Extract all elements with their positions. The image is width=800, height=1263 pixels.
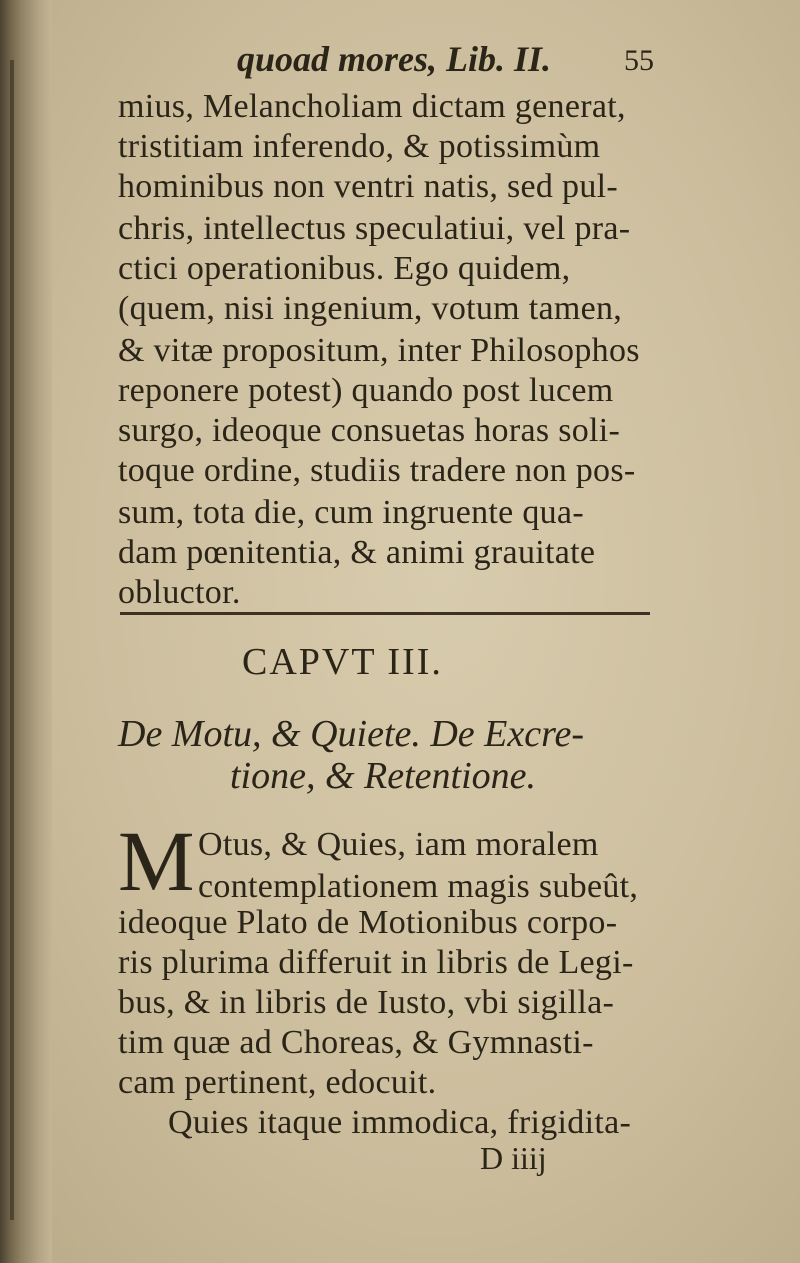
page-gutter bbox=[0, 0, 52, 1263]
signature-mark: D iiij bbox=[480, 1140, 547, 1176]
drop-cap: M bbox=[118, 813, 195, 909]
body-line: toque ordine, studiis tradere non pos- bbox=[118, 452, 636, 489]
body-line: surgo, ideoque consuetas horas soli- bbox=[118, 412, 621, 449]
section-rule bbox=[120, 612, 650, 615]
body-line: & vitæ propositum, inter Philosophos bbox=[118, 332, 640, 369]
chapter-title-line: tione, & Retentione. bbox=[230, 755, 537, 797]
chapter-title-line: De Motu, & Quiete. De Excre- bbox=[118, 713, 585, 755]
body-line: obluctor. bbox=[118, 574, 241, 611]
section-line: bus, & in libris de Iusto, vbi sigilla- bbox=[118, 984, 615, 1021]
section-line: Otus, & Quies, iam moralem bbox=[198, 826, 599, 863]
section-line: tim quæ ad Choreas, & Gymnasti- bbox=[118, 1024, 594, 1061]
body-line: ctici operationibus. Ego quidem, bbox=[118, 250, 571, 287]
section-line: Quies itaque immodica, frigidita- bbox=[168, 1104, 632, 1141]
body-line: chris, intellectus speculatiui, vel pra- bbox=[118, 210, 631, 247]
section-line: cam pertinent, edocuit. bbox=[118, 1064, 437, 1101]
chapter-heading: CAPVT III. bbox=[242, 641, 443, 683]
running-title: quoad mores, Lib. II. bbox=[237, 39, 552, 79]
section-line: contemplationem magis subeût, bbox=[198, 868, 639, 905]
body-line: tristitiam inferendo, & potissimùm bbox=[118, 128, 601, 165]
section-line: ris plurima differuit in libris de Legi- bbox=[118, 944, 634, 981]
page-number: 55 bbox=[624, 44, 654, 77]
body-line: mius, Melancholiam dictam generat, bbox=[118, 88, 626, 125]
body-line: hominibus non ventri natis, sed pul- bbox=[118, 168, 618, 205]
body-line: dam pœnitentia, & animi grauitate bbox=[118, 534, 596, 571]
body-line: reponere potest) quando post lucem bbox=[118, 372, 614, 409]
body-line: (quem, nisi ingenium, votum tamen, bbox=[118, 290, 623, 327]
section-line: ideoque Plato de Motionibus corpo- bbox=[118, 904, 618, 941]
body-line: sum, tota die, cum ingruente qua- bbox=[118, 494, 584, 531]
binding-edge bbox=[10, 60, 14, 1220]
